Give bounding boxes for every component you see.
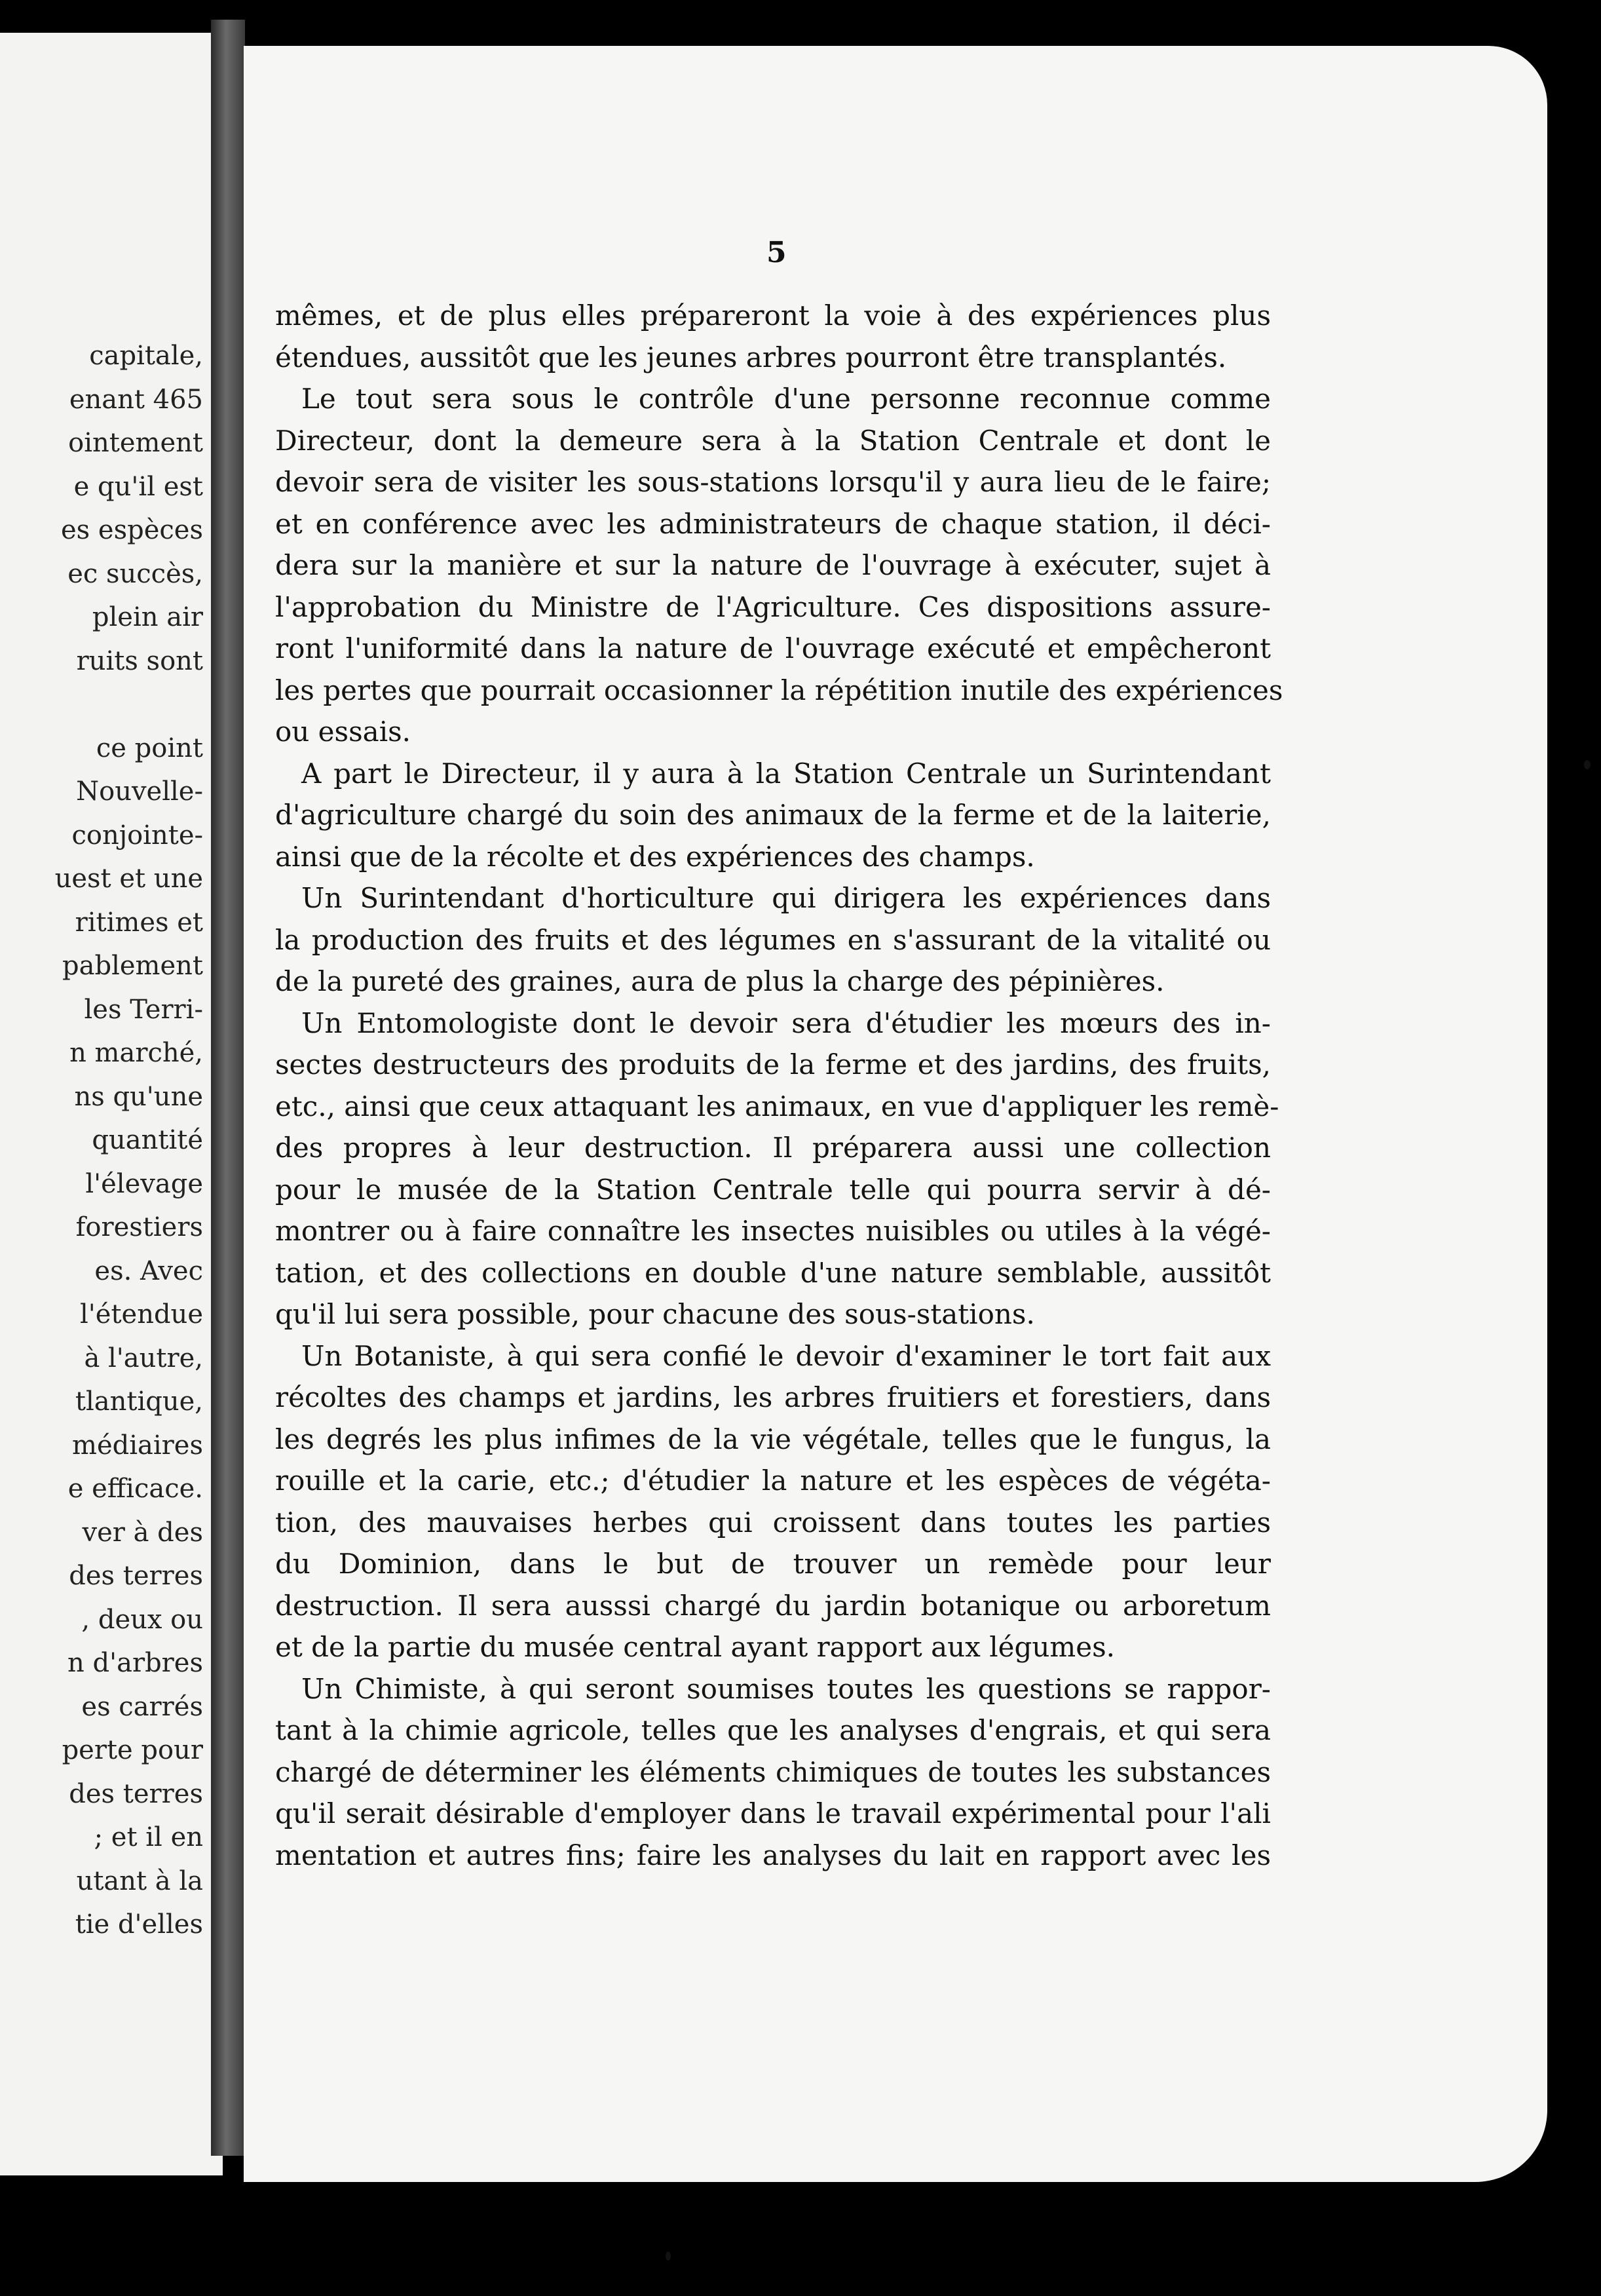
main-text-block	[275, 295, 1283, 1876]
left-page-line: conjointe-	[71, 820, 203, 851]
left-page-line: ns qu'une	[74, 1081, 203, 1112]
text-line: tion, des mauvaises herbes qui croissent dans toutes les parties	[275, 1506, 1271, 1539]
text-line: pour le musée de la Station Centrale telle qui pourra servir à dé-	[275, 1173, 1271, 1206]
text-line: montrer ou à faire connaître les insectes nuisibles ou utiles à la végé-	[275, 1215, 1271, 1247]
ink-speck	[1584, 760, 1591, 769]
text-line: destruction. Il sera ausssi chargé du jardin botanique ou arboretum	[275, 1589, 1271, 1622]
left-page-line: tie d'elles	[75, 1909, 203, 1940]
text-line: chargé de déterminer les éléments chimiques de toutes les substances	[275, 1755, 1271, 1788]
text-line: de la pureté des graines, aura de plus la charge des pépinières.	[275, 965, 1165, 997]
left-page-line	[0, 683, 203, 727]
left-page-line: forestiers	[75, 1212, 203, 1242]
book-gutter	[211, 20, 245, 2156]
left-page-line: es carrés	[81, 1691, 203, 1722]
left-page-line: e efficace.	[67, 1474, 203, 1504]
left-page-line: ; et il en	[94, 1822, 203, 1852]
left-page-line: des terres	[69, 1561, 203, 1591]
text-line: Un Entomologiste dont le devoir sera d'étudier les mœurs des in-	[301, 1006, 1271, 1039]
text-line: rouille et la carie, etc.; d'étudier la nature et les espèces de végéta-	[275, 1464, 1271, 1497]
text-line: Un Surintendant d'horticulture qui dirigera les expériences dans	[301, 882, 1271, 914]
left-page-line: médiaires	[72, 1430, 203, 1461]
text-line: et de la partie du musée central ayant rapport aux légumes.	[275, 1631, 1116, 1663]
left-page-line: des terres	[69, 1778, 203, 1809]
left-page-line: Nouvelle-	[76, 776, 203, 807]
left-page-line: enant 465	[69, 384, 203, 415]
text-line: ou essais.	[275, 716, 411, 748]
left-page-line: n marché,	[69, 1038, 203, 1068]
text-line: sectes destructeurs des produits de la ferme et des jardins, des fruits,	[275, 1048, 1271, 1081]
text-line: du Dominion, dans le but de trouver un remède pour leur	[275, 1548, 1271, 1580]
text-line: qu'il lui sera possible, pour chacune des sous-stations.	[275, 1298, 1035, 1330]
left-page-line: les Terri-	[84, 994, 203, 1025]
left-page-line: quantité	[92, 1125, 203, 1155]
left-page-line: n d'arbres	[67, 1648, 203, 1678]
text-line: ainsi que de la récolte et des expériences des champs.	[275, 840, 1035, 873]
text-line: et en conférence avec les administrateurs de chaque station, il déci-	[275, 507, 1271, 540]
left-page-line: ver à des	[82, 1517, 203, 1548]
page-number: 5	[766, 236, 787, 269]
text-line: les degrés les plus infimes de la vie végétale, telles que le fungus, la	[275, 1423, 1271, 1455]
text-line: les pertes que pourrait occasionner la répétition inutile des expériences	[275, 674, 1283, 706]
left-page-line: capitale,	[89, 341, 203, 371]
text-line: ront l'uniformité dans la nature de l'ouvrage exécuté et empêcheront	[275, 632, 1271, 664]
left-page-line: es espèces	[61, 515, 203, 545]
left-page-text-fragments	[0, 334, 203, 1947]
left-page-line: , deux ou	[81, 1604, 203, 1635]
left-page-line: e qu'il est	[73, 471, 203, 502]
left-page-line: es. Avec	[94, 1255, 203, 1286]
left-page-line: uest et une	[54, 864, 203, 894]
left-page-line: à l'autre,	[84, 1343, 203, 1373]
left-page-line: ritimes et	[75, 907, 203, 938]
left-page-line: ointement	[68, 428, 203, 458]
text-line: mentation et autres fins; faire les analyses du lait en rapport avec les	[275, 1839, 1271, 1871]
text-line: qu'il serait désirable d'employer dans le travail expérimental pour l'ali	[275, 1797, 1271, 1829]
text-line: Un Botaniste, à qui sera confié le devoir d'examiner le tort fait aux	[301, 1339, 1271, 1372]
left-page-line: pablement	[62, 951, 203, 981]
text-line: devoir sera de visiter les sous-stations lorsqu'il y aura lieu de le faire;	[275, 466, 1271, 498]
text-line: d'agriculture chargé du soin des animaux de la ferme et de la laiterie,	[275, 799, 1271, 831]
left-page-line: perte pour	[62, 1735, 203, 1765]
text-line: mêmes, et de plus elles prépareront la voie à des expériences plus	[275, 299, 1271, 332]
text-line: dera sur la manière et sur la nature de l'ouvrage à exécuter, sujet à	[275, 549, 1271, 581]
text-line: récoltes des champs et jardins, les arbres fruitiers et forestiers, dans	[275, 1381, 1271, 1413]
text-line: la production des fruits et des légumes en s'assurant de la vitalité ou	[275, 923, 1271, 956]
text-line: tant à la chimie agricole, telles que les analyses d'engrais, et qui sera	[275, 1714, 1271, 1746]
left-page-line: ce point	[96, 733, 203, 763]
left-page-line: l'élevage	[85, 1168, 203, 1199]
left-page-line: l'étendue	[79, 1299, 203, 1330]
left-page-line: ec succès,	[67, 558, 203, 589]
text-line: etc., ainsi que ceux attaquant les animaux, en vue d'appliquer les remè-	[275, 1090, 1279, 1122]
text-line: Le tout sera sous le contrôle d'une personne reconnue comme	[301, 383, 1271, 415]
text-line: étendues, aussitôt que les jeunes arbres pourront être transplantés.	[275, 341, 1227, 373]
text-line: Directeur, dont la demeure sera à la Station Centrale et dont le	[275, 424, 1271, 457]
ink-speck	[666, 2251, 671, 2261]
left-page-line: ruits sont	[76, 645, 203, 676]
text-line: A part le Directeur, il y aura à la Station Centrale un Surintendant	[301, 757, 1271, 790]
left-page-line: utant à la	[76, 1866, 203, 1896]
left-page-edge	[0, 33, 223, 2175]
text-line: tation, et des collections en double d'une nature semblable, aussitôt	[275, 1256, 1271, 1289]
left-page-line: plein air	[92, 602, 203, 632]
text-line: l'approbation du Ministre de l'Agriculture. Ces dispositions assure-	[275, 590, 1271, 623]
left-page-line: tlantique,	[75, 1387, 203, 1417]
text-line: Un Chimiste, à qui seront soumises toutes les questions se rappor-	[301, 1672, 1271, 1705]
text-line: des propres à leur destruction. Il préparera aussi une collection	[275, 1132, 1271, 1164]
